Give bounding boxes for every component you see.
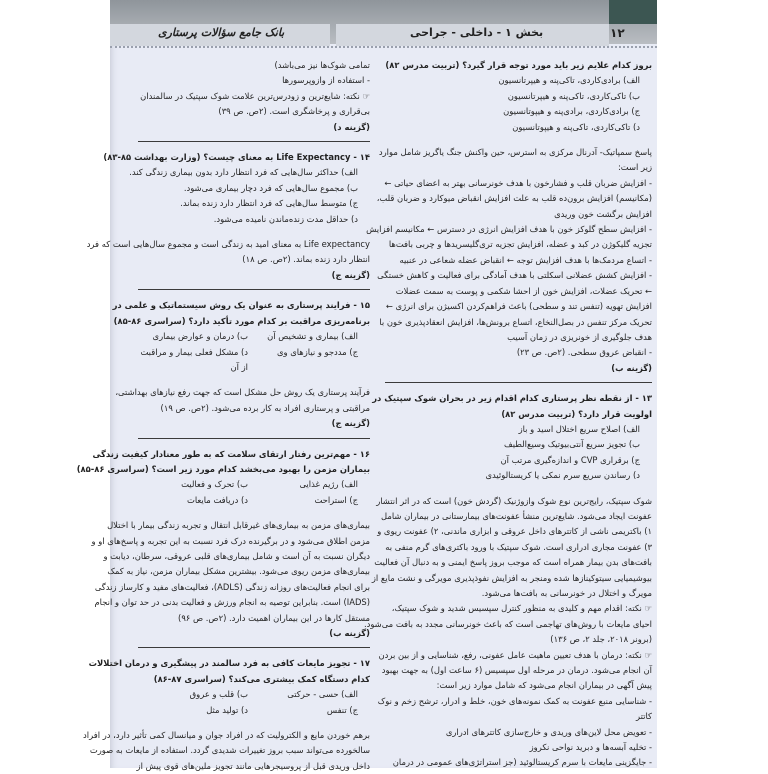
- question-text: برنامه‌ریزی مراقبت بر کدام مورد تأکید دارد؟ (سراسری ۸۶-۸۵): [113, 315, 370, 326]
- spacer: [385, 135, 652, 145]
- question-text: اولویت قرار دارد؟ (تربیت مدرس ۸۲): [501, 408, 652, 419]
- body-line: - افزایش سطح گلوکز خون با هدف افزایش انرژی در دسترس ← مکانیسم افزایش: [366, 224, 652, 235]
- body-line: - افزایش کشش عضلانی اسکلتی با هدف آمادگی برای فعالیت و کاهش خستگی: [377, 270, 652, 281]
- body-line: (IADS) است. بنابراین توصیه به انجام ورزش و فعالیت بدنی در حد توان و انجام: [94, 597, 370, 608]
- body-line: شوک سپتیک، رایج‌ترین نوع شوک وازوژنیک (گردش خون) است که در اثر انتشار: [376, 495, 652, 506]
- body-line: بیماری‌های مزمن به بیماری‌های غیرقابل انتقال و تجربه زندگی بیمار با اختلال: [107, 520, 370, 531]
- question-divider: [138, 438, 370, 439]
- body-line: ۳) عفونت مجاری ادراری است. شوک سپتیک با ورود باکتری‌های گرم منفی به: [385, 541, 652, 552]
- body-line: مراقبتی و پرستاری افراد به کار برده می‌شود. (۲ص. ص ۱۹): [160, 402, 370, 413]
- answer-option: الف) بیماری و تشخیص آن: [267, 331, 358, 342]
- spacer: [138, 508, 370, 518]
- body-line: تمامی شوک‌ها نیز می‌باشد): [274, 60, 370, 70]
- body-line: داخل وریدی قبل از پروسیجرهایی مانند تجویز ملین‌های قوی پیش از: [136, 760, 370, 771]
- header-divider: [110, 46, 657, 48]
- body-line: آن انجام می‌شود. درمان در مرحله اول سپسیس (۶ ساعت اول) به جهت بهبود: [381, 665, 652, 676]
- body-line: هدف جلوگیری از خونریزی در زمان آسیب: [507, 331, 652, 342]
- body-line: Life expectancy به معنای امید به زندگی است و مجموع سال‌هایی است که فرد: [86, 239, 370, 250]
- answer-option: د) تاکی‌کاردی، تاکی‌پنه و هیپوتانسیون: [512, 121, 640, 132]
- question-text: ۱۳ - از نقطه نظر پرستاری کدام اقدام زیر در بحران شوک سپتیک در: [372, 393, 652, 404]
- body-line: - تعویض محل لاین‌های وریدی و خارج‌سازی کاتترهای ادراری: [445, 726, 652, 737]
- question-text: ۱۷ - تجویز مایعات کافی به فرد سالمند در پیشگیری و درمان اختلالات: [88, 658, 370, 669]
- body-line: تجزیه گلیکوژن در کبد و عضله، افزایش تجزیه تری‌گلیسریدها و چربی بافت‌ها: [388, 239, 652, 250]
- body-line: بیوشیمیایی سیتوکینازها شده ومنجر به افزایش نفوذپذیری مویرگی و نشت مایع از: [371, 572, 652, 583]
- answer-option: الف) اصلاح سریع اختلال اسید و باز: [518, 423, 640, 434]
- answer-option: د) رساندن سریع سرم نمکی یا کریستالوئیدی: [485, 470, 640, 481]
- body-line: انتظار دارد زنده بماند. (۲ص. ص ۱۸): [242, 254, 370, 265]
- question-text: (گزینه ج): [331, 269, 370, 280]
- page-number: ۱۲: [610, 26, 625, 40]
- body-line: فرآیند پرستاری یک روش حل مشکل است که جهت رفع نیازهای بهداشتی،: [115, 387, 370, 398]
- question-text: ۱۶ - مهم‌ترین رفتار ارتقای سلامت که به طور معنادار کیفیت زندگی: [92, 448, 370, 459]
- answer-option: الف) حداکثر سال‌هایی که فرد انتظار دارد بدون بیماری زندگی کند.: [129, 167, 358, 178]
- body-line: پیش آگهی در بیماران انجام می‌شود که شامل موارد زیر است:: [436, 680, 652, 691]
- body-line: مستقل کارها در این بیماران اهمیت دارد. (۲ص. ص ۹۶): [178, 612, 370, 623]
- body-line: مزمن اطلاق می‌شود و در برگیرنده درک فرد نسبت به این تجربه و پاسخ‌های او و: [91, 535, 370, 546]
- option-row: [138, 687, 370, 702]
- answer-option: ب) تحرک و فعالیت: [181, 479, 248, 490]
- question-text: (گزینه ب): [329, 628, 370, 638]
- body-line: بی‌قراری و پرخاشگری است. (۲ص. ص ۳۹): [218, 106, 370, 117]
- body-line: (برونر ۲۰۱۸، جلد ۲، ص ۱۳۶): [550, 634, 652, 645]
- answer-option: د) تولید مثل: [206, 704, 248, 715]
- body-line: - جایگزینی مایعات با سرم کریستالوئید (جز استراتژی‌های عمومی در درمان: [392, 757, 652, 768]
- spacer: [138, 718, 370, 728]
- question-divider: [138, 647, 370, 648]
- answer-option: ج) متوسط سال‌هایی که فرد انتظار دارد زنده بماند.: [180, 198, 358, 209]
- body-line: - تخلیه آبسه‌ها و دبرید نواحی نکروز: [529, 742, 652, 753]
- body-line: افزایش تهویه (تنفس تند و سطحی) باعث فراهم‌کردن اکسیژن برای انرژی ←: [385, 301, 652, 312]
- body-line: ☞ نکته: شایع‌ترین و زودرس‌ترین علامت شوک سپتیک در سالمندان: [140, 90, 370, 101]
- body-line: برهم خوردن مایع و الکترولیت که در افراد جوان و میانسال کمی تأثیر دارد، در افراد: [83, 730, 370, 741]
- body-line: - انقباض عروق سطحی. (۲ص. ص ۲۳): [516, 347, 652, 358]
- question-text: ۱۴ - Life Expectancy به معنای چیست؟ (وزارت بهداشت ۸۵-۸۳): [103, 152, 370, 163]
- body-line: - اتساع مردمک‌ها با هدف افزایش توجه ← انقباض عضله شعاعی در عنبیه: [399, 254, 652, 265]
- question-divider: [138, 289, 370, 290]
- answer-option: د) حداقل مدت زنده‌ماندن نامیده می‌شود.: [213, 213, 358, 224]
- option-row: [138, 493, 370, 508]
- answer-option: الف) رژیم غذایی: [299, 479, 358, 490]
- answer-option: د) دریافت مایعات: [186, 494, 248, 505]
- answer-option: ب) تاکی‌کاردی، تاکی‌پنه و هیپرتانسیون: [507, 90, 640, 101]
- answer-option: ب) مجموع سال‌هایی که فرد دچار بیماری می‌شود.: [183, 182, 358, 193]
- spacer: [138, 375, 370, 385]
- body-line: مویرگ و اختلال در خونرسانی به بافت‌ها می‌شود.: [481, 588, 652, 598]
- body-line: ۱) باکتریمی ناشی از کاتترهای داخل عروقی و ابزاری ماندنی، ۲) عفونت ریوی و: [377, 526, 652, 537]
- body-line: پاسخ سمپاتیک- آدرنال مرکزی به استرس، حین واکنش جنگ یاگریز شامل موارد: [378, 147, 652, 158]
- answer-option: ب) درمان و عوارض بیماری: [152, 331, 248, 342]
- right-column: [363, 58, 652, 771]
- body-line: دیگران نسبت به آن است و شامل بیماری‌های قلبی عروقی، سرطان، دیابت و: [103, 550, 370, 561]
- book-page: [76, 0, 657, 771]
- spacer: [138, 227, 370, 237]
- body-line: عفونت ایجاد می‌شود. شایع‌ترین منشأ عفونت‌های بیمارستانی در بیماران شامل: [381, 510, 652, 521]
- body-line: - شناسایی منبع عفونت به کمک نمونه‌های خون، خلط و ادرار، ترشح زخم و نوک: [377, 695, 652, 706]
- answer-option: الف) حسی - حرکتی: [287, 689, 358, 700]
- answer-option: ج) مددجو و نیازهای وی: [276, 346, 358, 357]
- spacer: [385, 484, 652, 494]
- answer-option: ج) برادی‌کاردی، برادی‌پنه و هیپوتانسیون: [503, 106, 640, 117]
- answer-option: ج) تنفس: [326, 704, 358, 715]
- body-line: (مکانیسم) افزایش برون‌ده قلب به علت افزایش انقباض میوکارد و ضربان قلب،: [376, 193, 652, 204]
- answer-option: الف) برادی‌کاردی، تاکی‌پنه و هیپرتانسیون: [498, 75, 640, 86]
- body-line: ☞ نکته: اقدام مهم و کلیدی به منظور کنترل سپسیس شدید و شوک سپتیک،: [391, 603, 652, 614]
- option-row: [138, 345, 370, 376]
- answer-option: ب) قلب و عروق: [189, 689, 248, 700]
- question-text: بروز کدام علایم زیر باید مورد توجه قرار گیرد؟ (تربیت مدرس ۸۲): [385, 60, 652, 70]
- body-line: - استفاده از وازوپرسورها: [282, 75, 370, 86]
- body-line: بافت‌های بدن بیمار همراه است که موجب بروز پاسخ ایمنی و به دنبال آن فعالیت: [374, 557, 652, 568]
- question-divider: [385, 382, 652, 383]
- body-line: احیای مایعات با روش‌های تهاجمی است که باعث خونرسانی مجدد به بافت می‌شود.: [363, 618, 652, 629]
- header-corner-tab: [609, 0, 657, 24]
- body-line: ☞ نکته: درمان با هدف تعیین ماهیت عامل عفونی، رفع، شناسایی و از بین بردن: [378, 649, 652, 660]
- question-text: (گزینه د): [333, 121, 370, 132]
- question-text: (گزینه ج): [331, 418, 370, 429]
- body-line: تحریک مرکز تنفس در بصل‌النخاع، اتساع برونش‌ها، افزایش انعقادپذیری خون با: [379, 316, 652, 327]
- body-line: زیر است:: [617, 162, 652, 173]
- option-row: [138, 329, 370, 344]
- body-line: افزایش برگشت خون وریدی: [554, 208, 652, 219]
- answer-option: ب) تجویز سریع آنتی‌بیوتیک وسیع‌الطیف: [504, 439, 640, 450]
- book-title: بانک جامع سؤالات پرستاری: [158, 26, 285, 39]
- answer-option: ج) استراحت: [314, 494, 358, 505]
- body-line: ← تحریک عضلات، افزایش خون از احشا شکمی و پوست به سمت عضلات: [395, 285, 652, 296]
- body-line: کاتتر: [635, 711, 652, 722]
- answer-option: ج) برقراری CVP و اندازه‌گیری مرتب آن: [500, 454, 640, 465]
- body-line: برای انجام فعالیت‌های روزانه زندگی (ADLS)، فعالیت‌های مفید و کارساز زندگی: [94, 581, 370, 592]
- answer-option: د) مشکل فعلی بیمار و مراقبت از آن: [140, 346, 248, 372]
- question-text: کدام دستگاه کمک بیشتری می‌کند؟ (سراسری ۸۷-۸۶): [153, 673, 370, 684]
- section-title: بخش ۱ - داخلی - جراحی: [410, 26, 544, 39]
- question-divider: [138, 141, 370, 142]
- option-row: [138, 703, 370, 718]
- left-column: [76, 58, 370, 774]
- body-line: - افزایش ضربان قلب و فشارخون با هدف خونرسانی بهتر به اعضای حیاتی ←: [384, 177, 652, 188]
- question-text: (گزینه ب): [611, 362, 652, 373]
- option-row: [138, 477, 370, 492]
- question-text: ۱۵ - فرایند پرستاری به عنوان یک روش سیستماتیک و علمی در: [112, 300, 370, 311]
- body-line: سالخورده می‌تواند سبب بروز تغییرات شدیدی گردد. استفاده از مایعات به صورت: [89, 745, 370, 756]
- body-line: بیماری‌های مزمن ریوی می‌شود. بیشترین مشکل بیماران مزمن، نیاز به کمک: [107, 566, 370, 577]
- question-text: بیماران مزمن را بهبود می‌بخشد کدام مورد زیر است؟ (سراسری ۸۶-۸۵): [76, 463, 370, 474]
